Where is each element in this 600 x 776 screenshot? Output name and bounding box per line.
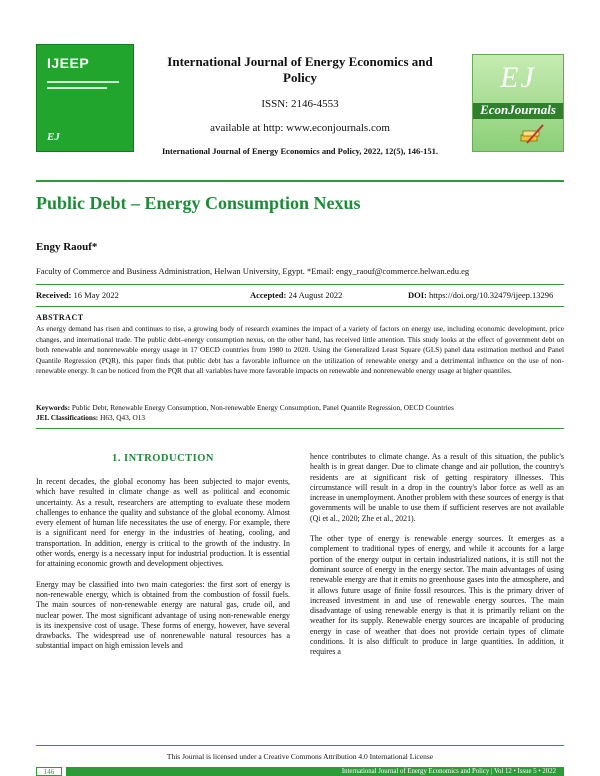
journal-info	[154, 54, 446, 156]
doi[interactable]: DOI: https://doi.org/10.32479/ijeep.13296	[408, 290, 554, 300]
body-paragraph: hence contributes to climate change. As a result of this situation, the public's health is in great danger. Due to climate change and air pollution, the country's residents are at significant risk of getting respiratory illnesses. This circumstance will result in a drop in the country's labor force as well as an increase in unemployment. Another problem with these sources of energy is that governments will be unable to use them if sufficient reserves are not available (Qi et al., 2020; Zhe et al., 2021).	[310, 452, 564, 523]
page-number: 146	[36, 767, 62, 776]
body-paragraph: The other type of energy is renewable energy sources. It emerges as a complement to traditional types of energy, and while it accounts for a large portion of the energy output in certain industrialized nations, it is still not the dominant source of energy in the energy sector. The main advantages of using renewable energy are that it emits no greenhouse gases into the atmosphere, and it allows future usage of finite fossil resources. This is the primary driver of increased investment in and use of renewable energy sources. The main disadvantage of using renewable energy is that it is primarily reliant on the weather for its supply. Renewable energy sources are incapable of producing energy in case of weather that does not provide certain types of climate conditions. It is also difficult to produce in large quantities. In addition, it requires a	[310, 534, 564, 657]
author-name: Engy Raouf*	[36, 241, 98, 253]
ej-logo-mark: EJ	[500, 61, 536, 94]
jel-classifications: JEL Classifications: H63, Q43, O13	[36, 413, 146, 422]
keywords-block	[36, 403, 564, 423]
section-heading: 1. INTRODUCTION	[111, 453, 214, 464]
cover-decoration-line	[47, 87, 107, 89]
header-divider	[36, 180, 564, 182]
abstract-heading: ABSTRACT	[36, 313, 84, 322]
footer-divider	[36, 745, 564, 746]
article-citation: International Journal of Energy Economics and Policy, 2022, 12(5), 146-151.	[161, 146, 438, 156]
econjournals-logo	[472, 54, 564, 152]
paper-title: Public Debt – Energy Consumption Nexus	[36, 193, 361, 213]
journal-title: International Journal of Energy Economics and Policy	[167, 54, 433, 85]
dates-divider-top	[36, 284, 564, 285]
journal-cover-image	[36, 44, 134, 152]
dates-divider-bottom	[36, 306, 564, 307]
accepted-date: Accepted: 24 August 2022	[250, 290, 343, 300]
ej-logo-name: EconJournals	[480, 102, 556, 117]
pencil-icon	[519, 123, 545, 145]
body-paragraph: In recent decades, the global economy has been subjected to major events, which have resulted in climate change as well as political and economic uncertainty. As a result, researchers are attempting to evaluate these modern challenges to enhance the quality and substance of the global economy. Almost every element of human life necessitates the use of energy. For example, there is a significant need for energy in the industries of heating, cooling, and transportation. In addition, energy is critical to the growth of the industry. In other words, energy is a necessary input for industrial production. It is essential for attaining economic growth and development objectives.	[36, 477, 290, 569]
received-date: Received: 16 May 2022	[36, 290, 119, 300]
right-column	[310, 452, 564, 668]
running-footer: International Journal of Energy Economics and Policy | Vol 12 • Issue 5 • 2022	[66, 767, 564, 776]
body-paragraph: Energy may be classified into two main categories: the first sort of energy is non-renewable energy, which is obtained from the combustion of fossil fuels. The main sources of non-renewable energy are natural gas, crude oil, and nuclear power. The most significant advantage of using non-renewable energy is its inexpensive cost of usage. These forms of energy, however, have several drawbacks. The widespread use of nonrenewable natural resources has a substantial impact on high emission levels and	[36, 579, 290, 651]
abstract-text: As energy demand has risen and continues to rise, a growing body of research examines the impact of a variety of factors on energy use, including economic development, price changes, and international trade. The public debt–energy consumption nexus, on the other hand, has received little attention. This study looks at the effect of government debt on both renewable and nonrenewable energy usage in 17 OECD countries from 1980 to 2020. Using the Generalized Least Square (GLS) panel data estimation method and Panel Quantile Regression (PQR), this paper finds that public debt has a favorable influence on the utilization of renewable energy and a detrimental influence on the use of non-renewable energy. It can be noticed from the PQR that all variables have more favorable impacts on renewable and nonrenewable energy usage at higher quantiles.	[36, 324, 564, 376]
journal-url[interactable]: available at http: www.econjournals.com	[210, 122, 390, 134]
cover-decoration-line	[47, 81, 119, 83]
left-column	[36, 477, 290, 662]
article-dates	[36, 290, 564, 304]
author-affiliation: Faculty of Commerce and Business Administration, Helwan University, Egypt. *Email: engy_raouf@commerce.helwan.edu.eg	[36, 266, 470, 276]
journal-header	[36, 44, 564, 174]
keywords: Keywords: Public Debt, Renewable Energy Consumption, Non-renewable Energy Consumption, Panel Quantile Regression, OECD Countries	[36, 403, 454, 412]
page-footer	[36, 767, 564, 776]
issn: ISSN: 2146-4553	[261, 98, 339, 110]
license-notice: This Journal is licensed under a Creative Commons Attribution 4.0 International License	[166, 752, 434, 761]
cover-publisher-logo: EJ	[47, 131, 60, 143]
abstract-divider	[36, 428, 564, 429]
cover-title: IJEEP	[47, 55, 90, 71]
